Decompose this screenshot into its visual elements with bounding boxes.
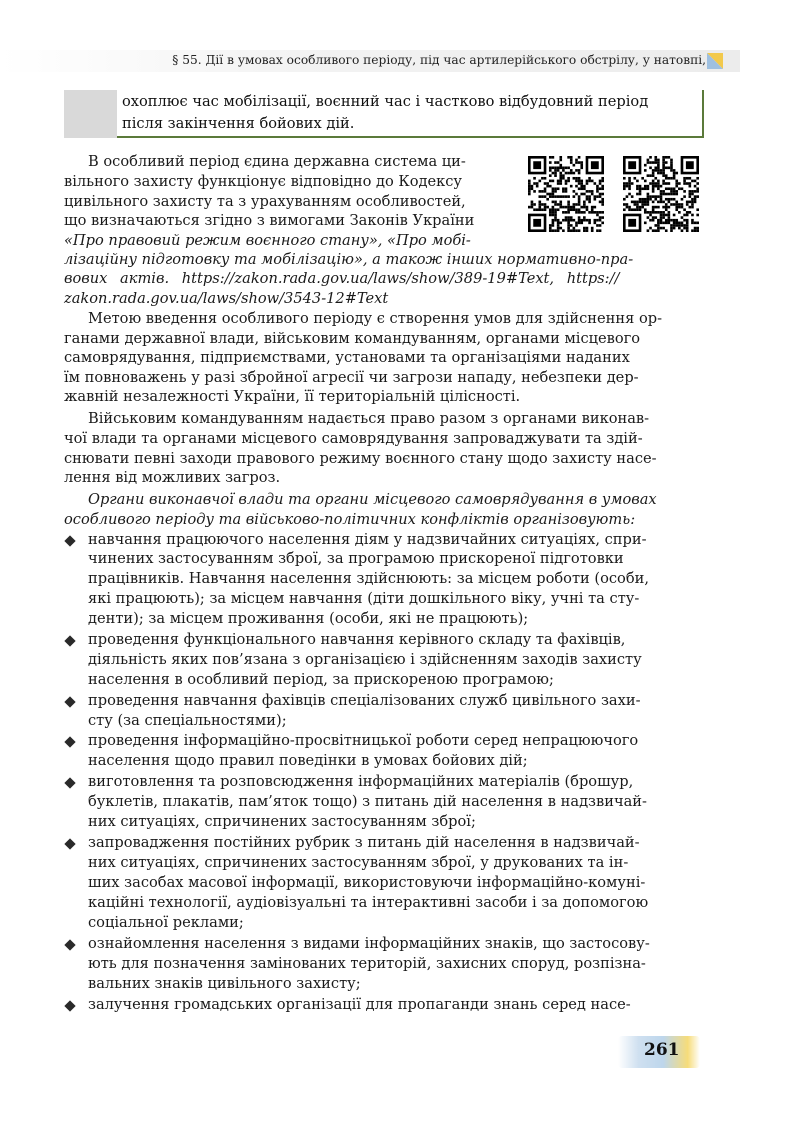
body-line: ганами державної влади, військовим командуванням, органами місцевого xyxy=(64,330,641,347)
list-item-line: проведення навчання фахівців спеціалізованих служб цивільного захи- xyxy=(88,692,641,709)
body-line: самоврядування, підприємствами, установами та організаціями наданих xyxy=(64,349,630,366)
list-item-line: ших засобах масової інформації, використовуючи інформаційно-комуні- xyxy=(88,874,646,891)
page-number: 261 xyxy=(644,1040,680,1060)
intro-italic-line: лізаційну підготовку та мобілізацію», а також інших нормативно-пра- xyxy=(64,251,634,268)
list-item-line: ознайомлення населення з видами інформаційних знаків, що застосову- xyxy=(88,935,650,952)
intro-line: що визначаються згідно з вимогами Законів України xyxy=(64,212,475,229)
list-item-line: населення в особливий період, за прискореною програмою; xyxy=(88,671,554,688)
body-italic-line: особливого періоду та військово-політичних конфліктів організовують: xyxy=(64,511,636,528)
list-item-line: виготовлення та розповсюдження інформаційних матеріалів (брошур, xyxy=(88,773,634,790)
list-item-line: навчання працюючого населення діям у надзвичайних ситуаціях, спри- xyxy=(88,531,647,548)
body-line: Метою введення особливого періоду є створення умов для здійснення ор- xyxy=(88,310,663,327)
intro-line: вільного захисту функціонує відповідно до Кодексу xyxy=(64,173,462,190)
definition-box xyxy=(64,90,704,138)
list-item-line: ють для позначення замінованих територій, захисних споруд, розпізна- xyxy=(88,955,646,972)
bullet-icon xyxy=(64,635,75,646)
list-item-line: діяльність яких пов’язана з організацією і здійсненням заходів захисту xyxy=(88,651,642,668)
bullet-icon xyxy=(64,777,75,788)
list-item-line: них ситуаціях, спричинених застосуванням зброї, у друкованих та ін- xyxy=(88,854,629,871)
list-item-line: запровадження постійних рубрик з питань дій населення в надзвичай- xyxy=(88,834,640,851)
section-title: § 55. Дії в умовах особливого періоду, під час артилерійського обстрілу, у натовпі, xyxy=(172,53,706,67)
list-item-line: проведення інформаційно-просвітницької роботи серед непрацюючого xyxy=(88,732,639,749)
bullet-icon xyxy=(64,939,75,950)
bullet-icon xyxy=(64,696,75,707)
list-item-line: буклетів, плакатів, пам’яток тощо) з питань дій населення в надзвичай- xyxy=(88,793,647,810)
definition-marker xyxy=(64,90,117,138)
list-item-line: них ситуаціях, спричинених застосуванням зброї; xyxy=(88,813,476,830)
law-link[interactable]: zakon.rada.gov.ua/laws/show/3543-12#Text xyxy=(64,290,389,307)
body-line: чої влади та органами місцевого самоврядування запроваджувати та здій- xyxy=(64,430,643,447)
list-item-line: денти); за місцем проживання (особи, які не працюють); xyxy=(88,610,529,627)
bullet-icon xyxy=(64,838,75,849)
intro-italic-line: «Про правовий режим воєнного стану», «Про мобі- xyxy=(64,232,471,249)
body-line: жавній незалежності України, її територіальній цілісності. xyxy=(64,388,521,405)
law-link[interactable]: вових актів. https://zakon.rada.gov.ua/laws/show/389-19#Text, https:// xyxy=(64,270,620,287)
list-item-line: працівників. Навчання населення здійснюють: за місцем роботи (особи, xyxy=(88,570,649,587)
list-item-line: каційні технології, аудіовізуальні та інтерактивні засоби і за допомогою xyxy=(88,894,649,911)
list-item-line: проведення функціонального навчання керівного складу та фахівців, xyxy=(88,631,626,648)
bullet-icon xyxy=(64,535,75,546)
bullet-icon xyxy=(64,1000,75,1011)
qr-code-icon[interactable] xyxy=(623,156,699,232)
intro-line: цивільного захисту та з урахуванням особливостей, xyxy=(64,193,466,210)
list-item-line: вальних знаків цивільного захисту; xyxy=(88,975,361,992)
intro-line: В особливий період єдина державна система ци- xyxy=(88,153,466,170)
body-line: снювати певні заходи правового режиму воєнного стану щодо захисту насе- xyxy=(64,450,657,467)
body-italic-line: Органи виконавчої влади та органи місцевого самоврядування в умовах xyxy=(88,491,657,508)
qr-code-icon[interactable] xyxy=(528,156,604,232)
bullet-icon xyxy=(64,736,75,747)
definition-line: охоплює час мобілізації, воєнний час і частково відбудовний період xyxy=(122,93,649,110)
list-item-line: сту (за спеціальностями); xyxy=(88,712,287,729)
corner-mark-icon xyxy=(707,53,723,69)
list-item-line: соціальної реклами; xyxy=(88,914,244,931)
running-header xyxy=(0,50,740,72)
body-line: їм повноважень у разі збройної агресії чи загрози нападу, небезпеки дер- xyxy=(64,369,639,386)
body-line: лення від можливих загроз. xyxy=(64,469,281,486)
list-item-line: які працюють); за місцем навчання (діти дошкільного віку, учні та сту- xyxy=(88,590,640,607)
definition-line: після закінчення бойових дій. xyxy=(122,115,355,132)
list-item-line: чинених застосуванням зброї, за програмою прискореної підготовки xyxy=(88,550,624,567)
definition-text xyxy=(122,91,702,135)
list-item-line: населення щодо правил поведінки в умовах бойових дій; xyxy=(88,752,528,769)
body-line: Військовим командуванням надається право разом з органами виконав- xyxy=(88,410,650,427)
list-item-line: залучення громадських організації для пропаганди знань серед насе- xyxy=(88,996,631,1013)
